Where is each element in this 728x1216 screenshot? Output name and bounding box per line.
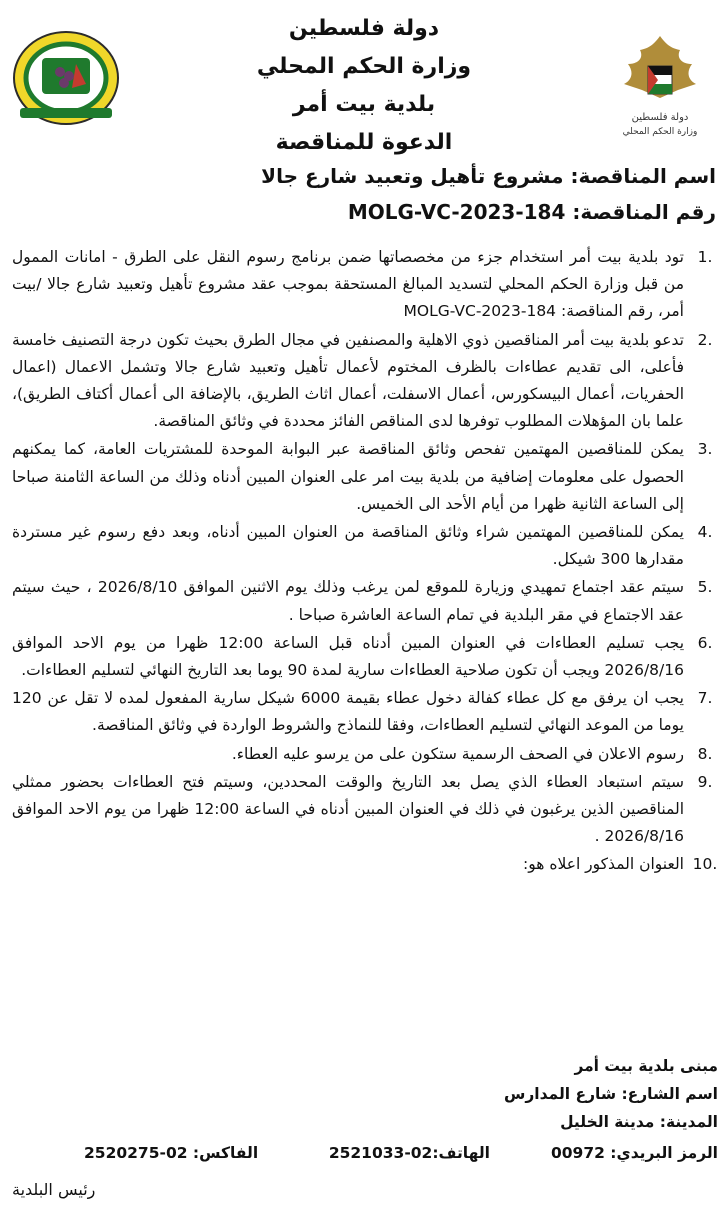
- list-item: [12, 327, 724, 436]
- item-number: .5: [697, 578, 713, 597]
- item-text: سيتم استبعاد العطاء الذي يصل بعد التاريخ والوقت المحددين، وسيتم فتح العطاءات بحضور ممثلي المناقصين الذين يرغبون في ذلك في العنوان المبين أدناه في الساعة 12:00 ظهرا من يوم الاحد الموافق 2026/8/16 .: [12, 772, 684, 846]
- item-text: يجب ان يرفق مع كل عطاء كفالة دخول عطاء بقيمة 6000 شيكل سارية المفعول لمده لا تقل عن 120 يوما من الموعد النهائي لتسليم العطاءات، وفقا للنماذج والشروط الواردة في وثائق المناقصة.: [12, 689, 684, 735]
- header-ministry: وزارة الحكم المحلي: [256, 54, 472, 79]
- fax-number: الفاكس: 02-2520275: [84, 1144, 259, 1162]
- postal-code: الرمز البريدي: 00972: [550, 1144, 718, 1162]
- header-municipality: بلدية بيت أمر: [292, 92, 436, 117]
- list-item: [12, 630, 724, 684]
- header-title-block: [150, 10, 578, 162]
- list-item: [12, 519, 724, 573]
- item-text: رسوم الاعلان في الصحف الرسمية ستكون على من يرسو عليه العطاء.: [231, 744, 684, 763]
- phone-number: الهاتف:02-2521033: [328, 1144, 490, 1162]
- document-header: [0, 0, 728, 168]
- header-invitation: الدعوة للمناقصة: [275, 130, 453, 155]
- item-text: العنوان المذكور اعلاه هو:: [523, 855, 684, 874]
- item-text: سيتم عقد اجتماع تمهيدي وزيارة للموقع لمن يرغب وذلك يوم الاثنين الموافق 2026/8/10 ، حيث سيتم عقد الاجتماع في مقر البلدية في تمام الساعة العاشرة صباحا .: [12, 578, 684, 624]
- list-item: [12, 769, 724, 851]
- tender-reference: رقم المناقصة: MOLG-VC-2023-184: [347, 200, 716, 224]
- list-item: [12, 741, 724, 768]
- list-item: [12, 574, 724, 628]
- item-number: .2: [697, 330, 713, 349]
- item-number: .8: [697, 744, 713, 763]
- header-state: دولة فلسطين: [288, 16, 440, 41]
- item-number: .10: [692, 855, 718, 874]
- beit-ummar-municipality-logo: [12, 28, 120, 128]
- list-item: [12, 436, 724, 518]
- list-item: [12, 244, 724, 326]
- emblem-line2: وزارة الحكم المحلي: [622, 127, 698, 137]
- item-text: تود بلدية بيت أمر استخدام جزء من مخصصاتها ضمن برنامج رسوم النقل على الطرق - امانات الممول من قبل وزارة الحكم المحلي لتسديد المبالغ المستحقة بموجب عقد مشروع تأهيل وتعبيد شارع جالا /بيت أمر، رقم المناقصة: MOLG-VC-2023-184: [12, 248, 684, 321]
- emblem-line1: دولة فلسطين: [631, 112, 689, 123]
- item-text: يمكن للمناقصين المهتمين شراء وثائق المناقصة من العنوان المبين أدناه، وبعد دفع رسوم غير مستردة مقدارها 300 شيكل.: [12, 523, 684, 569]
- signature-title: رئيس البلدية: [12, 1180, 96, 1199]
- address-block: [12, 1052, 718, 1136]
- item-number: .1: [697, 248, 713, 266]
- item-number: .9: [697, 772, 713, 791]
- item-number: .4: [697, 523, 713, 542]
- item-text: تدعو بلدية بيت أمر المناقصين ذوي الاهلية والمصنفين في مجال الطرق بحيث تكون درجة التصنيف خامسة فأعلى، الى تقديم عطاءات بالظرف المختوم لأعمال تأهيل وتعبيد شارع جالا وتشمل الاعمال (اعمال الحفريات، أعمال البيسكورس، أعمال الاسفلت، أعمال اثاث الطريق، بالإضافة الى أعمال أكتاف الطريق)، علما بان المؤهلات المطلوب توفرها لدى المناقص الفائز محددة في وثائق المناقصة.: [12, 330, 684, 431]
- list-item: [12, 851, 724, 878]
- item-number: .6: [697, 633, 713, 652]
- list-item: [12, 685, 724, 739]
- item-text: يمكن للمناقصين المهتمين تفحص وثائق المناقصة عبر البوابة الموحدة للمشتريات العامة، كما يمكنهم الحصول على معلومات إضافية من بلدية بيت امر على العنوان المبين أدناه وذلك من الساعة الثامنة صباحا إلى الساعة الثانية ظهرا من أيام الأحد الى الخميس.: [12, 440, 684, 513]
- item-number: .3: [697, 440, 713, 459]
- tender-items-list: [12, 244, 724, 880]
- contact-line: [12, 1144, 718, 1170]
- item-number: .7: [697, 689, 713, 708]
- address-city: المدينة: مدينة الخليل: [560, 1113, 718, 1131]
- address-building: مبنى بلدية بيت أمر: [574, 1057, 718, 1075]
- item-text: يجب تسليم العطاءات في العنوان المبين أدناه قبل الساعة 12:00 ظهرا من يوم الاحد الموافق 2026/8/16 ويجب أن تكون صلاحية العطاءات سارية لمدة 90 يوما بعد التاريخ النهائي لتسليم العطاءات.: [12, 633, 685, 680]
- address-street: اسم الشارع: شارع المدارس: [503, 1085, 718, 1103]
- ministry-eagle-emblem: [610, 30, 710, 142]
- tender-name: اسم المناقصة: مشروع تأهيل وتعبيد شارع جالا: [261, 164, 716, 188]
